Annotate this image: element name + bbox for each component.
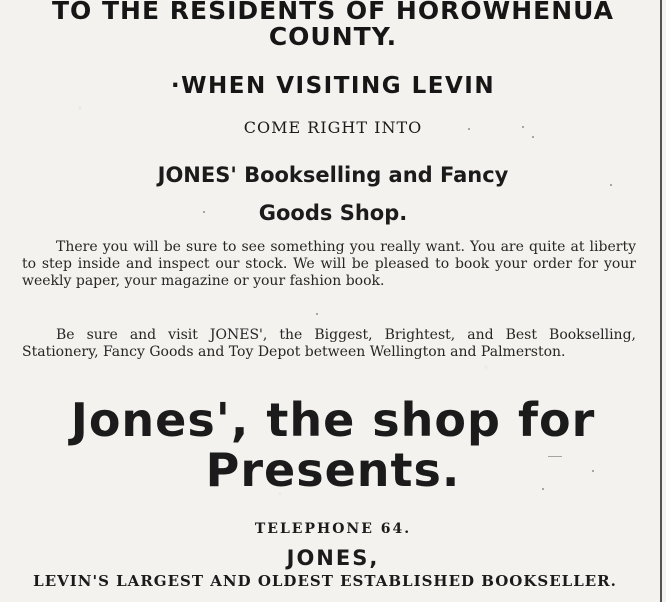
headline-line-2: COUNTY. (268, 22, 398, 51)
come-right-into-line: COME RIGHT INTO (243, 118, 423, 137)
print-speck (316, 313, 318, 315)
body-paragraph-1: There you will be sure to see something you really want. You are quite at liberty to step inside and inspect our stock. We will be pleased to book your order for your weekly paper, your magazine or your fashion book. (22, 239, 636, 289)
print-speck (532, 136, 534, 138)
shop-name-line-1: JONES' Bookselling and Fancy (157, 163, 509, 187)
print-speck (522, 126, 524, 128)
right-column-rule (660, 0, 662, 602)
slogan-line-1: Jones', the shop for (70, 393, 596, 447)
footer-tagline: LEVIN'S LARGEST AND OLDEST ESTABLISHED BOOKSELLER. (33, 572, 617, 590)
print-speck (610, 184, 612, 186)
print-dash (94, 430, 104, 431)
slogan-line-2: Presents. (205, 443, 461, 497)
telephone-number: TELEPHONE 64. (254, 521, 412, 537)
print-speck (468, 128, 470, 130)
print-dash (548, 456, 562, 457)
print-speck (592, 470, 594, 472)
visiting-headline: ·WHEN VISITING LEVIN (170, 73, 496, 99)
body-paragraph-2: Be sure and visit JONES', the Biggest, Brightest, and Best Bookselling, Stationery, Fancy Goods and Toy Depot between Wellington and Palmerston. (22, 327, 636, 360)
shop-name-line-2: Goods Shop. (258, 201, 408, 225)
print-speck (542, 488, 544, 490)
signature-name: JONES, (286, 546, 380, 570)
headline-line-1: TO THE RESIDENTS OF HOROWHENUA (51, 0, 614, 25)
print-speck (203, 211, 205, 213)
